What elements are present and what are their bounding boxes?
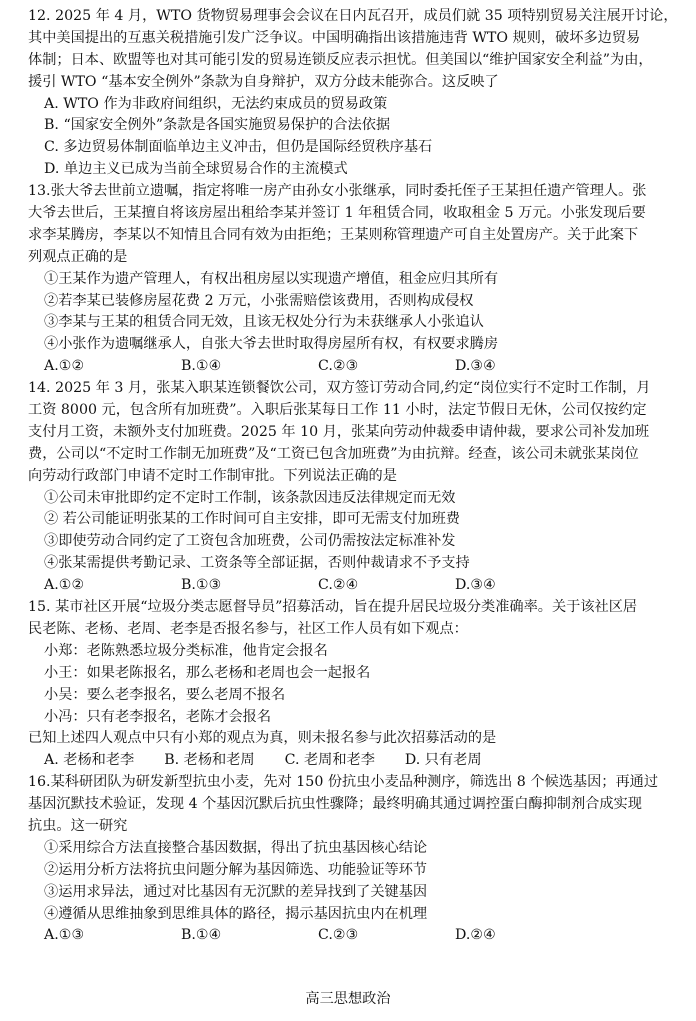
question-stem-line: 体制；日本、欧盟等也对其可能引发的贸易连锁反应表示担忧。但美国以“维护国家安全利益”为由， xyxy=(28,51,653,68)
statement-item: 小冯：只有老李报名，老陈才会报名 xyxy=(44,708,272,725)
choice-c: C.②③ xyxy=(318,358,359,375)
choice-d: D.③④ xyxy=(455,577,496,594)
statement-item: ③李某与王某的租赁合同无效，且该无权处分行为未获继承人小张追认 xyxy=(44,314,484,331)
statement-item: ③即使劳动合同约定了工资包含加班费，公司仍需按法定标准补发 xyxy=(44,533,456,550)
statement-item: ①采用综合方法直接整合基因数据，得出了抗虫基因核心结论 xyxy=(44,839,428,856)
statement-item: ④小张作为遗嘱继承人，自张大爷去世时取得房屋所有权，有权要求腾房 xyxy=(44,336,499,353)
statement-item: 小郑：老陈熟悉垃圾分类标准，他肯定会报名 xyxy=(44,642,328,659)
answer-choices xyxy=(28,750,684,772)
question-stem-line: 援引 WTO “基本安全例外”条款为自身辩护，双方分歧未能弥合。这反映了 xyxy=(28,73,499,90)
option-d: D. 单边主义已成为当前全球贸易合作的主流模式 xyxy=(44,161,348,178)
question-stem-line: 12. 2025 年 4 月，WTO 货物贸易理事会会议在日内瓦召开，成员们就 35 项特别贸易关注展开讨论， xyxy=(28,8,678,24)
question-stem-line: 民老陈、老杨、老周、老李是否报名参与，社区工作人员有如下观点： xyxy=(28,620,468,637)
statement-item: ④张某需提供考勤记录、工资条等全部证据，否则仲裁请求不予支持 xyxy=(44,555,470,572)
choice-a: A.①③ xyxy=(44,927,85,944)
option-a: A. WTO 作为非政府间组织，无法约束成员的贸易政策 xyxy=(44,95,388,112)
statement-item: ②若李某已装修房屋花费 2 万元，小张需赔偿该费用，否则构成侵权 xyxy=(44,292,474,309)
choice-d: D.③④ xyxy=(455,358,496,375)
choice-c: C.②④ xyxy=(318,577,359,594)
statement-item: 小吴：要么老李报名，要么老周不报名 xyxy=(44,686,286,703)
question-stem-line: 16.某科研团队为研发新型抗虫小麦，先对 150 份抗虫小麦品种测序，筛选出 8 个候选基因；再通过 xyxy=(28,774,659,791)
statement-item: ①王某作为遗产管理人，有权出租房屋以实现遗产增值，租金应归其所有 xyxy=(44,270,499,287)
statement-item: ①公司未审批即约定不定时工作制，该条款因违反法律规定而无效 xyxy=(44,489,456,506)
choice-b: B.①④ xyxy=(181,358,222,375)
question-stem-line: 工资 8000 元，包含所有加班费”。入职后张某每日工作 11 小时，法定节假日无休，公司仅按约定 xyxy=(28,402,647,419)
question-stem-line: 大爷去世后，王某擅自将该房屋出租给李某并签订 1 年租赁合同，收取租金 5 万元。小张发现后要 xyxy=(28,205,646,222)
statement-item: 小王：如果老陈报名，那么老杨和老周也会一起报名 xyxy=(44,664,371,681)
choice-c: C. 老周和老李 xyxy=(284,752,375,769)
question-stem-line: 费，公司以“不定时工作制无加班费”及“工资已包含加班费”为由抗辩。经查，该公司未就张某岗位 xyxy=(28,445,639,462)
choice-c: C.②③ xyxy=(318,927,359,944)
question-14 xyxy=(28,378,684,597)
statement-item: ③运用求异法，通过对比基因有无沉默的差异找到了关键基因 xyxy=(44,883,428,900)
statement-item: ④遵循从思维抽象到思维具体的路径，揭示基因抗虫内在机理 xyxy=(44,905,428,922)
question-stem-line: 15. 某市社区开展“垃圾分类志愿督导员”招募活动，旨在提升居民垃圾分类准确率。关于该社区居 xyxy=(28,599,638,616)
choice-a: A.①② xyxy=(44,577,85,594)
choice-b: B.①③ xyxy=(181,577,222,594)
question-stem-line: 基因沉默技术验证，发现 4 个基因沉默后抗虫性骤降；最终明确其通过调控蛋白酶抑制剂合成实现 xyxy=(28,796,642,813)
answer-choices xyxy=(28,356,684,378)
question-stem-line: 支付月工资，未额外支付加班费。2025 年 10 月，张某向劳动仲裁委申请仲裁，要求公司补发加班 xyxy=(28,423,650,440)
question-15 xyxy=(28,597,684,772)
choice-b: B.①④ xyxy=(181,927,222,944)
answer-choices xyxy=(28,575,684,597)
question-stem-line: 列观点正确的是 xyxy=(28,248,128,265)
answer-choices xyxy=(28,925,684,947)
question-stem-line: 其中美国提出的互惠关税措施引发广泛争议。中国明确指出该措施违背 WTO 规则，破坏多边贸易 xyxy=(28,29,641,46)
choice-a: A.①② xyxy=(44,358,85,375)
question-stem-line: 已知上述四人观点中只有小郑的观点为真，则未报名参与此次招募活动的是 xyxy=(28,730,497,747)
question-list xyxy=(28,6,684,947)
option-b: B. “国家安全例外”条款是各国实施贸易保护的合法依据 xyxy=(44,117,391,134)
option-c: C. 多边贸易体制面临单边主义冲击，但仍是国际经贸秩序基石 xyxy=(44,139,433,156)
choice-a: A. 老杨和老李 xyxy=(44,752,135,769)
choice-b: B. 老杨和老周 xyxy=(164,752,255,769)
page-footer: 高三思想政治 xyxy=(305,991,391,1007)
statement-item: ② 若公司能证明张某的工作时间可自主安排，即可无需支付加班费 xyxy=(44,511,460,528)
question-stem-line: 向劳动行政部门申请不定时工作制审批。下列说法正确的是 xyxy=(28,467,397,484)
question-13 xyxy=(28,181,684,378)
question-stem-line: 抗虫。这一研究 xyxy=(28,817,128,834)
statement-item: ②运用分析方法将抗虫问题分解为基因筛选、功能验证等环节 xyxy=(44,861,428,878)
choice-d: D. 只有老周 xyxy=(404,752,482,769)
question-12 xyxy=(28,6,684,181)
question-stem-line: 14. 2025 年 3 月，张某入职某连锁餐饮公司，双方签订劳动合同,约定“岗位实行不定时工作制，月 xyxy=(28,380,651,397)
question-16 xyxy=(28,772,684,947)
choice-d: D.②④ xyxy=(455,927,496,944)
question-stem-line: 13.张大爷去世前立遗嘱，指定将唯一房产由孙女小张继承，同时委托侄子王某担任遗产管理人。张 xyxy=(28,183,647,200)
question-stem-line: 求李某腾房，李某以不知情且合同有效为由拒绝；王某则称管理遗产可自主处置房产。关于此案下 xyxy=(28,226,639,243)
